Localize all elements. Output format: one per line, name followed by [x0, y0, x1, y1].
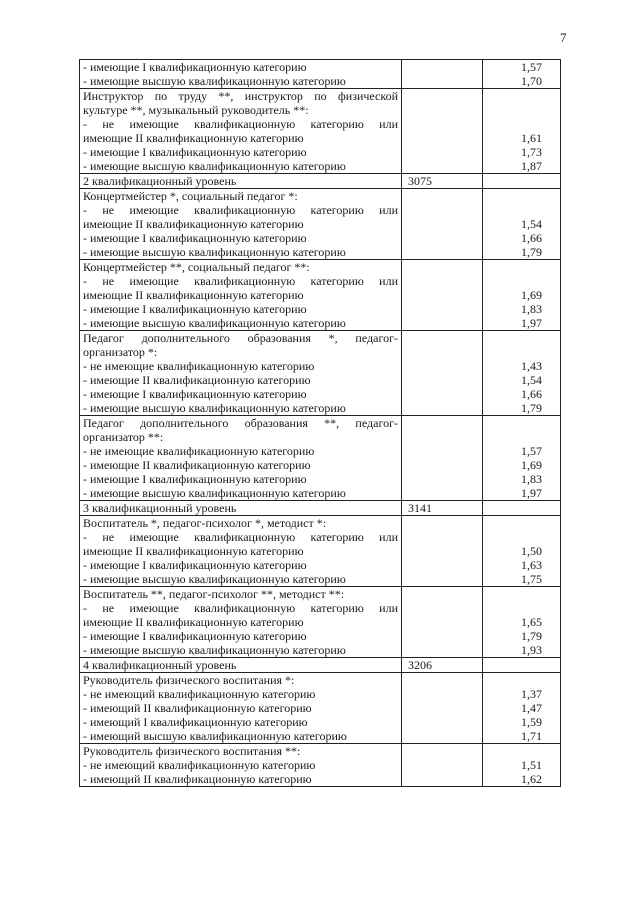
- position-cell: [80, 744, 402, 787]
- coefficient-cell: [483, 331, 561, 416]
- position-text-line: - не имеющие квалификационную категорию: [83, 444, 315, 458]
- coefficient-value: [483, 587, 560, 601]
- coefficient-value: 1,50: [521, 544, 542, 558]
- position-text-line: - имеющие высшую квалификационную категорию: [83, 316, 346, 330]
- position-text-line: - имеющие высшую квалификационную категорию: [83, 245, 346, 259]
- qualification-level-label: 4 квалификационный уровень: [83, 658, 237, 672]
- salary-cell: [402, 331, 483, 416]
- coefficient-value: [483, 416, 560, 430]
- coefficient-cell: [483, 673, 561, 744]
- position-text-line: - не имеющий квалификационную категорию: [83, 758, 316, 772]
- base-salary-value: 3206: [408, 658, 432, 672]
- salary-cell: [402, 89, 483, 174]
- coefficient-value: 1,79: [521, 245, 542, 259]
- coefficient-value: 1,75: [521, 572, 542, 586]
- position-text-line: имеющие II квалификационную категорию: [83, 217, 304, 231]
- coefficient-value: 1,51: [521, 758, 542, 772]
- position-text-line: - имеющие высшую квалификационную категорию: [83, 401, 346, 415]
- coefficient-value: 1,43: [521, 359, 542, 373]
- position-group-row: [80, 189, 561, 260]
- qualification-level-label: 2 квалификационный уровень: [83, 174, 237, 188]
- position-text-line: - не имеющие квалификационную категорию: [83, 359, 315, 373]
- position-text-line: - не имеющие квалификационную категорию или: [83, 203, 398, 217]
- position-group-row: [80, 744, 561, 787]
- position-text-line: - имеющие II квалификационную категорию: [83, 458, 311, 472]
- coefficient-value: 1,73: [521, 145, 542, 159]
- position-text-line: имеющие II квалификационную категорию: [83, 544, 304, 558]
- salary-cell: [402, 587, 483, 658]
- position-cell: [80, 174, 402, 189]
- coefficient-value: 1,69: [521, 458, 542, 472]
- position-text-line: - имеющие высшую квалификационную категорию: [83, 486, 346, 500]
- position-text-line: Руководитель физического воспитания **:: [83, 744, 301, 758]
- coefficient-value: [483, 530, 560, 544]
- salary-cell: [402, 60, 483, 89]
- coefficient-value: 1,65: [521, 615, 542, 629]
- coefficient-cell: [483, 60, 561, 89]
- coefficient-value: 1,69: [521, 288, 542, 302]
- coefficient-cell: [483, 744, 561, 787]
- coefficient-cell: [483, 89, 561, 174]
- coefficient-value: 1,93: [521, 643, 542, 657]
- position-text-line: Руководитель физического воспитания *:: [83, 673, 295, 687]
- position-text-line: - имеющий II квалификационную категорию: [83, 701, 312, 715]
- coefficient-cell: [483, 587, 561, 658]
- salary-cell: [402, 174, 483, 189]
- coefficient-value: 1,47: [521, 701, 542, 715]
- position-text-line: - имеющие I квалификационную категорию: [83, 629, 307, 643]
- coefficient-cell: [483, 658, 561, 673]
- coefficient-value: 1,66: [521, 231, 542, 245]
- coefficient-cell: [483, 174, 561, 189]
- salary-cell: [402, 260, 483, 331]
- coefficient-value: [483, 103, 560, 117]
- position-text-line: Воспитатель *, педагог-психолог *, методист *:: [83, 516, 327, 530]
- position-group-row: [80, 260, 561, 331]
- position-text-line: - не имеющий квалификационную категорию: [83, 687, 316, 701]
- qualification-level-row: [80, 501, 561, 516]
- coefficient-value: 1,83: [521, 472, 542, 486]
- position-cell: [80, 587, 402, 658]
- coefficient-value: [483, 345, 560, 359]
- position-text-line: - имеющие высшую квалификационную категорию: [83, 572, 346, 586]
- position-text-line: - не имеющие квалификационную категорию или: [83, 601, 398, 615]
- coefficient-value: 1,54: [521, 373, 542, 387]
- coefficient-cell: [483, 416, 561, 501]
- page-number: 7: [560, 30, 567, 45]
- coefficient-value: [483, 430, 560, 444]
- coefficient-value: 1,57: [521, 60, 542, 74]
- position-text-line: организатор *:: [83, 345, 158, 359]
- position-text-line: Инструктор по труду **, инструктор по физической: [83, 89, 398, 103]
- coefficient-value: 1,71: [521, 729, 542, 743]
- position-text-line: Концертмейстер *, социальный педагог *:: [83, 189, 298, 203]
- position-text-line: - имеющие высшую квалификационную категорию: [83, 159, 346, 173]
- coefficient-cell: [483, 516, 561, 587]
- position-text-line: - имеющие I квалификационную категорию: [83, 231, 307, 245]
- base-salary-value: 3141: [408, 501, 432, 515]
- salary-coefficient-table: [79, 59, 561, 787]
- position-cell: [80, 516, 402, 587]
- coefficient-value: [483, 203, 560, 217]
- coefficient-value: 1,83: [521, 302, 542, 316]
- base-salary-value: 3075: [408, 174, 432, 188]
- coefficient-value: [483, 189, 560, 203]
- position-group-row: [80, 673, 561, 744]
- position-text-line: - имеющие I квалификационную категорию: [83, 302, 307, 316]
- coefficient-value: [483, 516, 560, 530]
- position-text-line: - не имеющие квалификационную категорию или: [83, 117, 398, 131]
- position-cell: [80, 89, 402, 174]
- position-text-line: - имеющие I квалификационную категорию: [83, 472, 307, 486]
- position-text-line: Воспитатель **, педагог-психолог **, методист **:: [83, 587, 345, 601]
- position-text-line: - имеющий высшую квалификационную категорию: [83, 729, 347, 743]
- position-text-line: - имеющие I квалификационную категорию: [83, 387, 307, 401]
- coefficient-value: 1,97: [521, 316, 542, 330]
- position-cell: [80, 60, 402, 89]
- position-group-row: [80, 331, 561, 416]
- salary-cell: [402, 416, 483, 501]
- coefficient-value: 1,54: [521, 217, 542, 231]
- position-cell: [80, 260, 402, 331]
- coefficient-value: 1,97: [521, 486, 542, 500]
- position-group-row: [80, 89, 561, 174]
- coefficient-value: [483, 673, 560, 687]
- coefficient-value: 1,70: [521, 74, 542, 88]
- coefficient-cell: [483, 260, 561, 331]
- qualification-level-label: 3 квалификационный уровень: [83, 501, 237, 515]
- position-group-row: [80, 60, 561, 89]
- coefficient-value: [483, 601, 560, 615]
- coefficient-value: [483, 331, 560, 345]
- coefficient-value: [483, 117, 560, 131]
- position-text-line: культуре **, музыкальный руководитель **:: [83, 103, 309, 117]
- position-text-line: - имеющие высшую квалификационную категорию: [83, 643, 346, 657]
- salary-cell: [402, 744, 483, 787]
- position-text-line: - имеющие I квалификационную категорию: [83, 60, 307, 74]
- position-cell: [80, 189, 402, 260]
- coefficient-value: 1,63: [521, 558, 542, 572]
- position-text-line: - не имеющие квалификационную категорию или: [83, 530, 398, 544]
- coefficient-value: 1,87: [521, 159, 542, 173]
- position-text-line: - имеющие высшую квалификационную категорию: [83, 74, 346, 88]
- position-text-line: - имеющие I квалификационную категорию: [83, 558, 307, 572]
- position-text-line: Концертмейстер **, социальный педагог **:: [83, 260, 310, 274]
- coefficient-value: 1,61: [521, 131, 542, 145]
- coefficient-value: 1,79: [521, 629, 542, 643]
- salary-cell: [402, 516, 483, 587]
- position-group-row: [80, 416, 561, 501]
- position-text-line: - имеющий I квалификационную категорию: [83, 715, 308, 729]
- coefficient-value: 1,59: [521, 715, 542, 729]
- coefficient-value: 1,66: [521, 387, 542, 401]
- position-text-line: - имеющие II квалификационную категорию: [83, 373, 311, 387]
- position-text-line: - не имеющие квалификационную категорию или: [83, 274, 398, 288]
- position-cell: [80, 658, 402, 673]
- position-cell: [80, 331, 402, 416]
- salary-cell: [402, 501, 483, 516]
- coefficient-cell: [483, 501, 561, 516]
- coefficient-value: [483, 274, 560, 288]
- qualification-level-row: [80, 658, 561, 673]
- position-text-line: имеющие II квалификационную категорию: [83, 615, 304, 629]
- position-cell: [80, 416, 402, 501]
- position-text-line: Педагог дополнительного образования **, педагог-: [83, 416, 398, 430]
- qualification-level-row: [80, 174, 561, 189]
- position-text-line: Педагог дополнительного образования *, педагог-: [83, 331, 398, 345]
- position-text-line: организатор **:: [83, 430, 164, 444]
- coefficient-value: [483, 89, 560, 103]
- salary-cell: [402, 658, 483, 673]
- position-group-row: [80, 516, 561, 587]
- coefficient-cell: [483, 189, 561, 260]
- position-text-line: - имеющий II квалификационную категорию: [83, 772, 312, 786]
- coefficient-value: [483, 260, 560, 274]
- position-text-line: имеющие II квалификационную категорию: [83, 288, 304, 302]
- position-cell: [80, 501, 402, 516]
- coefficient-value: 1,79: [521, 401, 542, 415]
- position-cell: [80, 673, 402, 744]
- coefficient-value: 1,57: [521, 444, 542, 458]
- salary-cell: [402, 189, 483, 260]
- position-text-line: - имеющие I квалификационную категорию: [83, 145, 307, 159]
- position-group-row: [80, 587, 561, 658]
- position-text-line: имеющие II квалификационную категорию: [83, 131, 304, 145]
- coefficient-value: 1,62: [521, 772, 542, 786]
- table-body: [80, 60, 561, 787]
- coefficient-value: [483, 744, 560, 758]
- salary-cell: [402, 673, 483, 744]
- coefficient-value: 1,37: [521, 687, 542, 701]
